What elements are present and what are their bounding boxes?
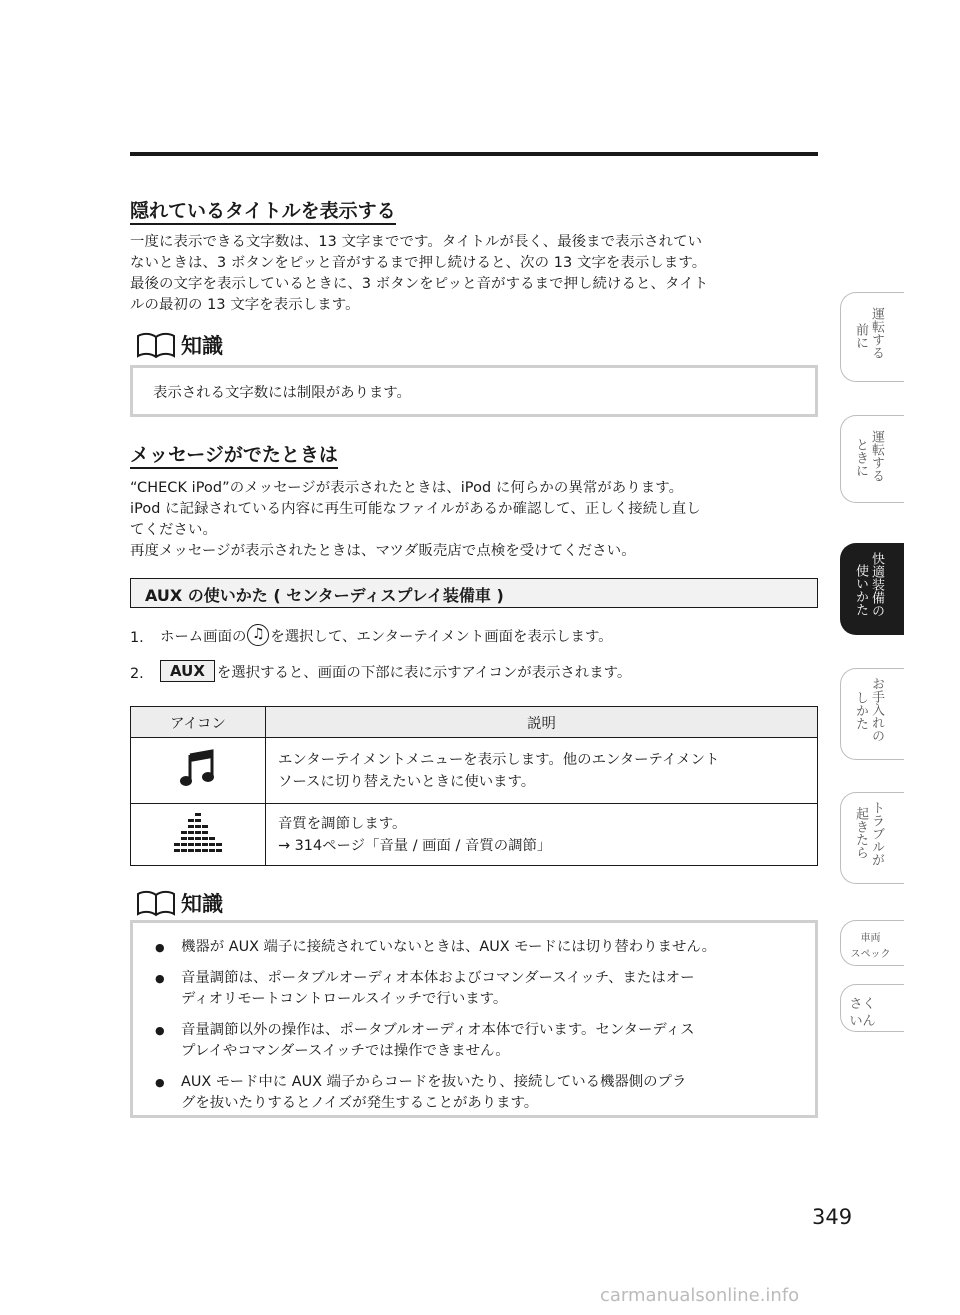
tab-label: 車両 [860,933,881,944]
tab-label: しかた [853,691,868,730]
knowledge-text: 表示される文字数には制限があります。 [153,385,411,401]
desc-line: → 314ページ「音量 / 画面 / 音質の調節」 [278,837,552,854]
side-tab-when-driving[interactable] [840,415,904,503]
page-number: 349 [812,1205,853,1229]
heading-hidden-title: 隠れているタイトルを表示する [130,200,396,225]
heading-message: メッセージがでたときは [130,444,338,469]
book-icon [135,331,177,359]
tab-label: お手入れの [869,677,884,742]
table-header-row [131,707,818,738]
paragraph-message [130,478,820,562]
item-line: グを抜いたりするとノイズが発生することがあります。 [181,1095,539,1111]
item-line: プレイやコマンダースイッチでは操作できません。 [181,1043,510,1059]
item-line: 機器が AUX 端子に接続されていないときは、AUX モードには切り替わりません。 [181,939,716,955]
tab-label: ときに [853,438,868,477]
text-line: てください。 [130,522,217,538]
table-header-cell: 説明 [266,707,818,738]
bullet-icon: ● [155,941,165,954]
tab-label: いん [849,1014,876,1029]
knowledge-box [130,365,818,417]
tab-label: 運転する [869,307,884,359]
step-text-after: を選択すると、画面の下部に表に示すアイコンが表示されます。 [216,664,632,681]
knowledge-label: 知識 [181,334,223,358]
list-item [153,1020,803,1062]
music-note-icon [178,749,218,789]
item-line: 音量調節以外の操作は、ポータブルオーディオ本体で行います。センターディス [181,1022,695,1038]
tab-label: 使いかた [853,564,868,616]
table-desc-cell [266,738,818,804]
bullet-icon: ● [155,972,165,985]
list-item [153,937,803,958]
item-line: 音量調節は、ポータブルオーディオ本体およびコマンダースイッチ、またはオー [181,970,695,986]
item-line: AUX モード中に AUX 端子からコードを抜いたり、接続している機器側のプラ [181,1074,687,1090]
side-tab-specs[interactable] [840,920,904,966]
bullet-icon: ● [155,1024,165,1037]
text-line: 再度メッセージが表示されたときは、マツダ販売店で点検を受けてください。 [130,543,636,559]
tab-label: 前に [853,323,868,349]
knowledge-box [130,920,818,1118]
table-row [131,804,818,866]
text-line: 一度に表示できる文字数は、13 文字までです。タイトルが長く、最後まで表示されてい [130,234,703,250]
desc-line: エンターテイメントメニューを表示します。他のエンターテイメント [278,751,720,768]
knowledge-list [153,937,803,1124]
step-text-after: を選択して、エンターテイメント画面を表示します。 [270,628,613,645]
text-line: 最後の文字を表示しているときに、3 ボタンをピッと音がするまで押し続けると、タイト [130,276,709,292]
tab-label: 起きたら [853,807,868,859]
step-text-before: ホーム画面の [160,628,247,645]
music-note-button-icon: ♫ [247,624,269,646]
knowledge-heading [135,330,223,360]
list-item [153,968,803,1010]
tab-label: スペック [850,949,891,960]
side-tab-before-driving[interactable] [840,292,904,382]
tab-label: 運転する [869,430,884,482]
list-item [153,1072,803,1114]
item-line: ディオリモートコントロールスイッチで行います。 [181,991,508,1007]
equalizer-icon [174,811,222,855]
table-icon-cell [131,804,266,866]
side-tab-comfort[interactable] [840,543,904,635]
text-line: ないときは、3 ボタンをピッと音がするまで押し続けると、次の 13 文字を表示します。 [130,255,707,271]
step-2 [130,660,631,682]
table-header-cell: アイコン [131,707,266,738]
text-line: “CHECK iPod”のメッセージが表示されたときは、iPod に何らかの異常があります。 [130,480,684,496]
aux-section-title: AUX の使いかた ( センターディスプレイ装備車 ) [145,586,504,605]
aux-section-header [130,578,818,608]
step-number: 2. [130,666,144,682]
bullet-icon: ● [155,1076,165,1089]
table-icon-cell [131,738,266,804]
watermark: carmanualsonline.info [600,1285,800,1306]
book-icon [135,889,177,917]
side-tab-maintenance[interactable] [840,668,904,760]
side-tab-trouble[interactable] [840,792,904,884]
table-desc-cell [266,804,818,866]
tab-label: トラブルが [869,801,884,866]
step-1 [130,624,613,646]
tab-label: 快適装備の [869,552,884,617]
knowledge-label: 知識 [181,892,223,916]
knowledge-heading [135,888,223,918]
aux-key: AUX [160,660,215,682]
step-number: 1. [130,630,144,646]
paragraph-hidden-title [130,232,820,316]
text-line: ルの最初の 13 文字を表示します。 [130,297,360,313]
table-row [131,738,818,804]
desc-line: 音質を調節します。 [278,815,407,832]
top-rule [130,152,818,156]
tab-label: さく [849,997,876,1012]
text-line: iPod に記録されている内容に再生可能なファイルがあるか確認して、正しく接続し直し [130,501,701,517]
icon-table [130,706,818,866]
desc-line: ソースに切り替えたいときに使います。 [278,773,536,790]
side-tab-index[interactable] [840,984,904,1032]
